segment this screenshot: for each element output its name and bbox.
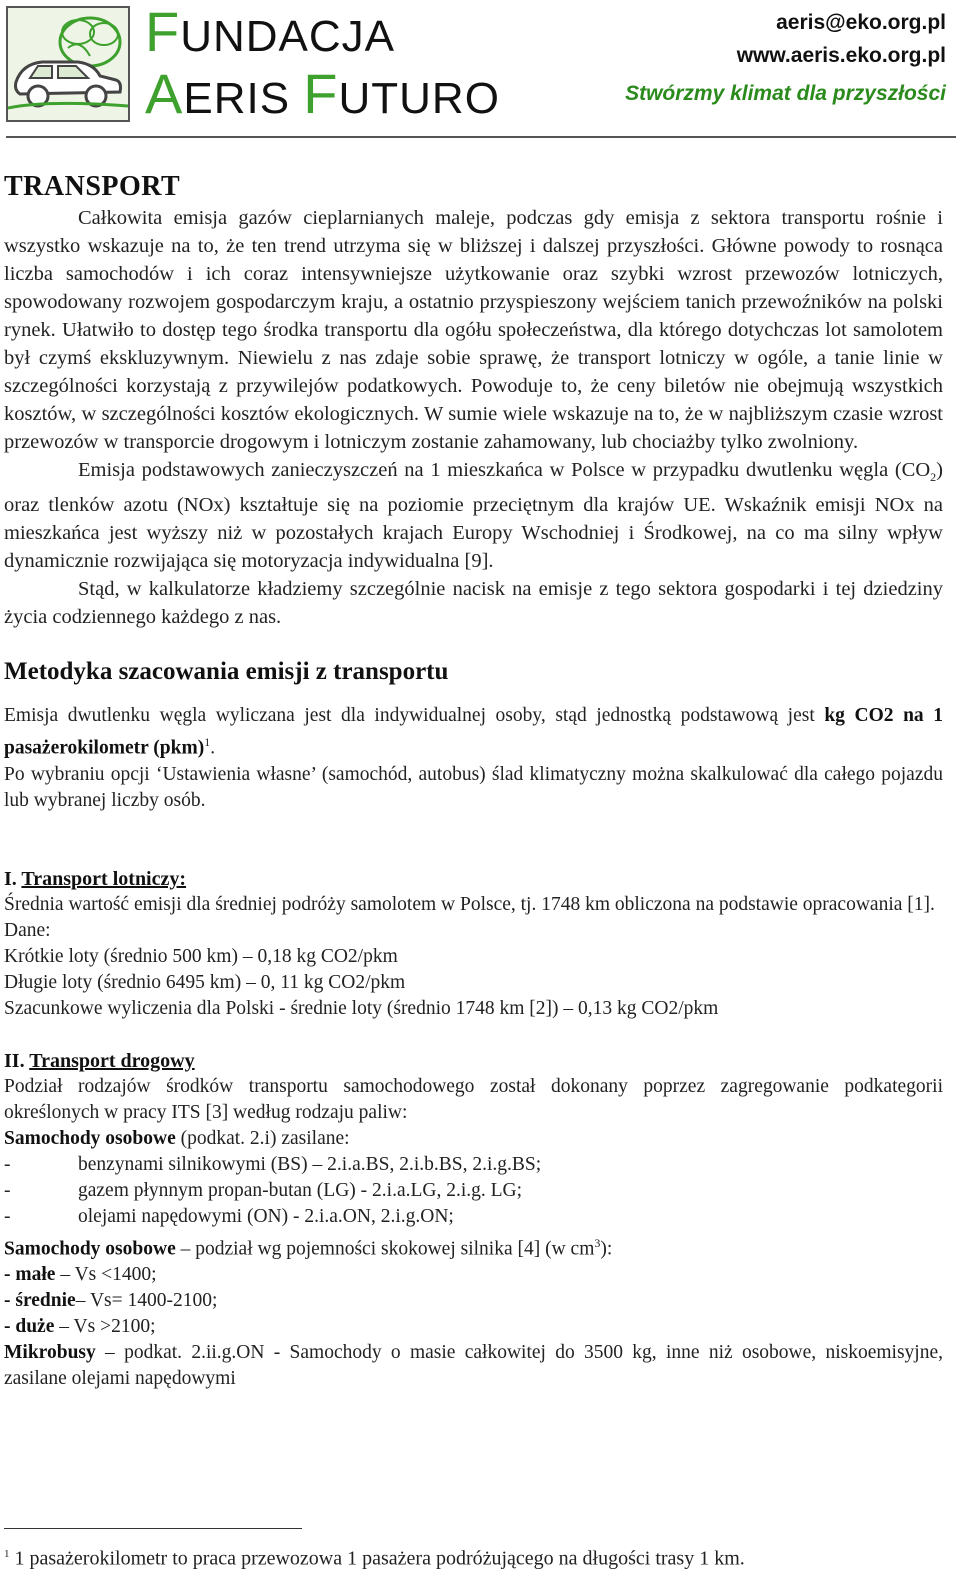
m1-end: . [210, 737, 216, 759]
engine-large-value: – Vs >2100; [54, 1316, 156, 1338]
air-data-label: Dane: [4, 919, 51, 941]
engine-text-a: – podział wg pojemności skokowej silnika [4] (w cm [175, 1238, 595, 1260]
header-divider [6, 136, 956, 138]
engine-medium-label: - średnie [4, 1290, 76, 1312]
paragraph-intro: Całkowita emisja gazów cieplarnianych maleje, podczas gdy emisja z sektora transportu rośnie i wszystko wskazuje na to, że ten trend utrzyma się w bliższej i dalszej przyszłości. Główne powody to rosnąca liczba samochodów i ich coraz intensywniejsze użytkowanie oraz szybki wzrost przewozów lotniczych, spowodowany rozwojem gospodarczym kraju, a ostatnio przyspieszony wejściem tanich przewoźników na polski rynek. Ułatwiło to dostęp tego środka transportu dla ogółu społeczeństwa, dla którego dotychczas lot samolotem był czymś ekskluzywnym. Niewielu z nas zdaje sobie sprawę, że transport lotniczy w ogóle, a tanie linie w szczególności korzystają z przywilejów podatkowych. Powoduje to, że ceny biletów nie obejmują wszystkich kosztów, w szczególności kosztów ekologicznych. W sumie wiele wskazuje na to, że w najbliższym czasie wzrost przewozów w transporcie drogowym i lotniczym zostanie zahamowany, lub chociażby tylko zwolniony. [4, 207, 943, 453]
slogan: Stwórzmy klimat dla przyszłości [625, 82, 946, 105]
engine-small [4, 1262, 943, 1288]
air-short-flights: Krótkie loty (średnio 500 km) – 0,18 kg CO2/pkm [4, 945, 398, 967]
brand-undacja: UNDACJA [180, 12, 396, 61]
cars-label-rest: (podkat. 2.i) zasilane: [175, 1127, 350, 1149]
cm3-superscript: 3 [594, 1235, 601, 1250]
footnote-1 [4, 1542, 745, 1571]
co2-subscript: 2 [930, 470, 937, 485]
engine-medium-value: – Vs= 1400-2100; [75, 1290, 218, 1312]
fuel-item-diesel [4, 1204, 943, 1230]
engine-large [4, 1314, 943, 1340]
engine-large-label: - duże [4, 1316, 55, 1338]
section-air-transport [4, 866, 943, 892]
m1-text: Emisja dwutlenku węgla wyliczana jest dla indywidualnej osoby, stąd jednostką podstawową jest [4, 705, 825, 727]
foundation-logo [6, 6, 130, 122]
brand-cap-f2: F [303, 62, 339, 125]
s2-title: Transport drogowy [29, 1049, 195, 1072]
document-body [4, 170, 943, 1392]
air-transport-desc: Średnia wartość emisji dla średniej podróży samolotem w Polsce, tj. 1748 km obliczona na podstawie opracowania [1]. [4, 893, 935, 915]
page-header [0, 0, 960, 140]
brand-uturo: UTURO [338, 74, 500, 123]
brand-line-1 [145, 0, 396, 63]
brand-cap-f: F [145, 0, 181, 63]
minibus-label: Mikrobusy [4, 1342, 96, 1364]
footnote-ref-1[interactable]: 1 [204, 735, 211, 750]
s2-number: II. [4, 1049, 30, 1072]
road-transport-desc: Podział rodzajów środków transportu samochodowego został dokonany poprzez zagregowanie podkategorii określonych w pracy ITS [3] według rodzaju paliw: [4, 1075, 943, 1123]
cars-label-2: Samochody osobowe [4, 1238, 176, 1260]
minibus-text: – podkat. 2.ii.g.ON - Samochody o masie całkowitej do 3500 kg, inne niż osobowe, niskoemisyjne, zasilane olejami napędowymi [4, 1342, 943, 1390]
cars-fuel-heading [4, 1126, 943, 1152]
air-long-flights: Długie loty (średnio 6495 km) – 0, 11 kg CO2/pkm [4, 971, 406, 993]
methodology-unit [4, 703, 943, 762]
paragraph-calculator: Stąd, w kalkulatorze kładziemy szczególnie nacisk na emisje z tego sektora gospodarki i tej dziedziny życia codziennego każdego z nas. [4, 578, 943, 629]
logo-car-tree-icon [8, 8, 128, 120]
section-heading-methodology: Metodyka szacowania emisji z transportu [4, 658, 449, 686]
brand-line-2 [145, 62, 500, 125]
engine-text-b: ): [600, 1238, 613, 1260]
minibus-item [4, 1340, 943, 1392]
foundation-name [145, 0, 545, 125]
air-poland-estimate: Szacunkowe wyliczenia dla Polski - średnie loty (średnio 1748 km [2]) – 0,13 kg CO2/pkm [4, 997, 719, 1019]
website-link[interactable]: www.aeris.eko.org.pl [736, 44, 946, 67]
p2-text-a: Emisja podstawowych zanieczyszczeń na 1 mieszkańca w Polsce w przypadku dwutlenku węgla (CO [78, 459, 931, 481]
list-dash: - [4, 1179, 11, 1201]
engine-small-value: – Vs <1400; [55, 1264, 157, 1286]
contact-block [625, 8, 946, 114]
methodology-custom-settings: Po wybraniu opcji ‘Ustawienia własne’ (samochód, autobus) ślad klimatyczny można skalkulować dla całego pojazdu lub wybranej liczby osób. [4, 763, 943, 811]
brand-cap-a: A [145, 62, 184, 125]
fuel-item-petrol [4, 1152, 943, 1178]
list-dash: - [4, 1153, 11, 1175]
fuel-diesel-text: olejami napędowymi (ON) - 2.i.a.ON, 2.i.g.ON; [78, 1205, 454, 1227]
p2-text-b: ) oraz tlenków azotu (NOx) kształtuje się na poziomie przeciętnym dla krajów UE. Wskaźnik emisji NOx na mieszkańca jest wyższy niż w pozostałych krajach Europy Wschodniej i Środkowej, na co ma silny wpływ dynamicznie rozwijająca się motoryzacja indywidualna [9]. [4, 459, 943, 573]
fuel-item-lpg [4, 1178, 943, 1204]
fuel-lpg-text: gazem płynnym propan-butan (LG) - 2.i.a.LG, 2.i.g. LG; [78, 1179, 523, 1201]
brand-eris: ERIS [183, 74, 304, 123]
cars-engine-heading [4, 1230, 943, 1263]
page-title: TRANSPORT [4, 171, 181, 202]
s1-number: I. [4, 867, 22, 890]
paragraph-emissions [4, 456, 943, 575]
list-dash: - [4, 1205, 11, 1227]
cars-label: Samochody osobowe [4, 1127, 176, 1149]
footnote-text: 1 pasażerokilometr to praca przewozowa 1 pasażera podróżującego na długości trasy 1 km. [9, 1547, 745, 1570]
footnote-marker: 1 [4, 1548, 10, 1560]
footnote-divider [4, 1528, 302, 1529]
section-road-transport [4, 1048, 943, 1074]
engine-medium [4, 1288, 943, 1314]
fuel-petrol-text: benzynami silnikowymi (BS) – 2.i.a.BS, 2.i.b.BS, 2.i.g.BS; [78, 1153, 542, 1175]
s1-title: Transport lotniczy: [21, 867, 187, 890]
email-link[interactable]: aeris@eko.org.pl [776, 11, 946, 34]
m1-unit-bold: kg CO2 na 1 pasażerokilometr (pkm) [4, 705, 943, 759]
engine-small-label: - małe [4, 1264, 56, 1286]
